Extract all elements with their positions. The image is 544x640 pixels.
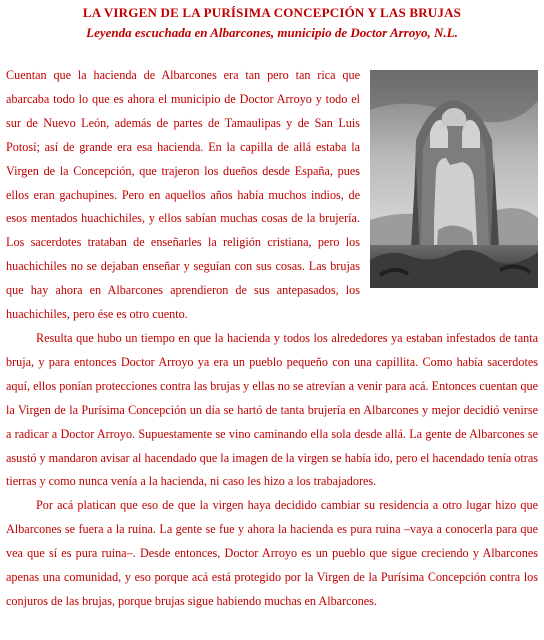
paragraph-1 bbox=[6, 64, 538, 327]
ruined-chapel-photo bbox=[370, 70, 538, 288]
paragraph-1-text: Cuentan que la hacienda de Albarcones era tan pero tan rica que abarcaba todo lo que es ahora el municipio de Doctor Arroyo y todo el sur de Nuevo León, además de partes de Tamaulipas y de San Luis Potosí; así de grande era esa hacienda. En la capilla de allá estaba la Virgen de la Concepción, que trajeron los dueños desde España, pues ellos eran gachupines. Pero en aquellos años había muchos indios, de esos mentados huachichiles, y ellos sabían muchas cosas de la brujería. Los sacerdotes trataban de enseñarles la religión cristiana, pero los huachichiles no se dejaban enseñar y seguían con sus cosas. Las brujas que hay ahora en Albarcones aprendieron de sus antepasados, los huachichiles, pero ése es otro cuento. bbox=[6, 68, 360, 322]
document-body bbox=[6, 64, 538, 614]
document-subtitle: Leyenda escuchada en Albarcones, municipio de Doctor Arroyo, N.L. bbox=[86, 25, 458, 40]
paragraph-3: Por acá platican que eso de que la virgen haya decidido cambiar su residencia a otro lugar hizo que Albarcones se fuera a la ruina. La gente se fue y ahora la hacienda es pura ruina –vaya a conocerla para que vea que sí es pura ruina–. Desde entonces, Doctor Arroyo es un pueblo que sigue creciendo y Albarcones apenas una comunidad, y eso porque acá está protegido por la Virgen de la Purísima Concepción contra los conjuros de las brujas, porque brujas sigue habiendo muchas en Albarcones. bbox=[6, 498, 538, 608]
paragraph-2: Resulta que hubo un tiempo en que la hacienda y todos los alrededores ya estaban infestados de tanta bruja, y para entonces Doctor Arroyo ya era un pueblo pequeño con una capillita. Como había sacerdotes aquí, ellos ponían protecciones contra las brujas y ellas no se atrevían a venir para acá. Entonces cuentan que la Virgen de la Purísima Concepción un día se hartó de tanta brujería en Albarcones y mejor decidió venirse a radicar a Doctor Arroyo. Supuestamente se vino caminando ella sola desde allá. La gente de Albarcones se asustó y mandaron avisar al hacendado que la imagen de la virgen se había ido, pero el hacendado tenía otras tierras y como nunca venía a la hacienda, ni caso les hizo a los trabajadores. bbox=[6, 330, 538, 489]
document-title: LA VIRGEN DE LA PURÍSIMA CONCEPCIÓN Y LAS BRUJAS bbox=[82, 5, 462, 20]
